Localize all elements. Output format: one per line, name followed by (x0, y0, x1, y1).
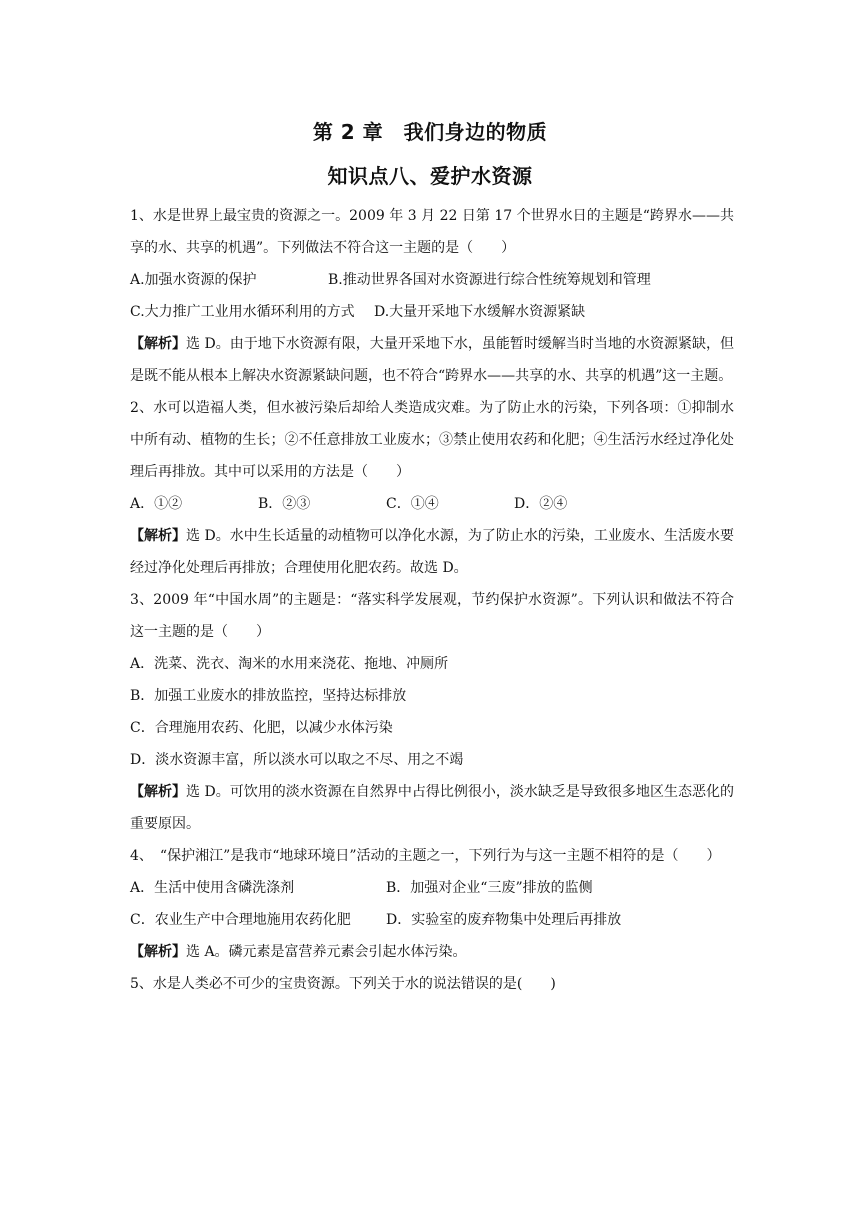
question-4-options-row-2 (130, 904, 734, 936)
question-3-analysis (130, 776, 734, 840)
question-2-analysis (130, 520, 734, 584)
question-4-option-c: C．农业生产中合理地施用农药化肥 (130, 912, 351, 928)
question-3-stem: 3、2009 年“中国水周”的主题是：“落实科学发展观，节约保护水资源”。下列认识和做法不符合这一主题的是（ ） (130, 592, 734, 640)
question-2-options (130, 488, 734, 520)
analysis-label: 【解析】 (130, 784, 187, 800)
question-1-option-b: B.推动世界各国对水资源进行综合性统筹规划和管理 (328, 272, 651, 288)
question-1-options-row-1 (130, 264, 734, 296)
question-2-option-c: C．①④ (386, 496, 439, 512)
question-2-option-d: D．②④ (514, 496, 568, 512)
analysis-label: 【解析】 (130, 944, 186, 960)
question-4-options-row-1 (130, 872, 734, 904)
question-3-option-b: B．加强工业废水的排放监控，坚持达标排放 (130, 688, 407, 704)
question-list (130, 200, 734, 1000)
question-1-option-a: A.加强水资源的保护 (130, 272, 257, 288)
analysis-text: 选 D。由于地下水资源有限，大量开采地下水，虽能暂时缓解当时当地的水资源紧缺，但是既不能从根本上解决水资源紧缺问题，也不符合“跨界水——共享的水、共享的机遇”这一主题。 (130, 336, 734, 384)
question-1-options-row-2 (130, 296, 734, 328)
question-4-option-d: D．实验室的废弃物集中处理后再排放 (386, 912, 622, 928)
question-1-stem: 1、水是世界上最宝贵的资源之一。2009 年 3 月 22 日第 17 个世界水日的主题是“跨界水——共享的水、共享的机遇”。下列做法不符合这一主题的是（ ） (130, 208, 734, 256)
analysis-text: 选 A。磷元素是富营养元素会引起水体污染。 (186, 944, 467, 960)
question-4-stem: 4、 “保护湘江”是我市“地球环境日”活动的主题之一，下列行为与这一主题不相符的是（ ） (130, 848, 721, 864)
question-4-option-b: B．加强对企业“三废”排放的监侧 (386, 880, 593, 896)
question-2-option-b: B．②③ (258, 496, 311, 512)
question-3-option-a: A．洗菜、洗衣、淘米的水用来浇花、拖地、冲厕所 (130, 656, 449, 672)
question-1-option-d: D.大量开采地下水缓解水资源紧缺 (374, 304, 586, 320)
question-5-stem: 5、水是人类必不可少的宝贵资源。下列关于水的说法错误的是( ) (130, 976, 556, 992)
question-3-option-c: C．合理施用农药、化肥，以减少水体污染 (130, 720, 393, 736)
analysis-label: 【解析】 (130, 336, 187, 352)
question-1-analysis (130, 328, 734, 392)
analysis-label: 【解析】 (130, 528, 187, 544)
analysis-text: 选 D。可饮用的淡水资源在自然界中占得比例很小，淡水缺乏是导致很多地区生态恶化的重要原因。 (130, 784, 734, 832)
question-4-analysis (130, 936, 734, 968)
question-2-option-a: A．①② (130, 496, 183, 512)
question-4-option-a: A．生活中使用含磷洗涤剂 (130, 880, 295, 896)
question-1-option-c: C.大力推广工业用水循环利用的方式 (130, 304, 355, 320)
question-2-stem: 2、水可以造福人类，但水被污染后却给人类造成灾难。为了防止水的污染，下列各项：①抑制水中所有动、植物的生长；②不任意排放工业废水；③禁止使用农药和化肥；④生活污水经过净化处理后再排放。其中可以采用的方法是（ ） (130, 400, 734, 480)
section-title: 知识点八、爱护水资源 (327, 164, 533, 188)
question-3-option-d: D．淡水资源丰富，所以淡水可以取之不尽、用之不竭 (130, 752, 464, 768)
chapter-title: 第 2 章 我们身边的物质 (312, 120, 548, 144)
analysis-text: 选 D。水中生长适量的动植物可以净化水源，为了防止水的污染，工业废水、生活废水要经过净化处理后再排放；合理使用化肥农药。故选 D。 (130, 528, 734, 576)
